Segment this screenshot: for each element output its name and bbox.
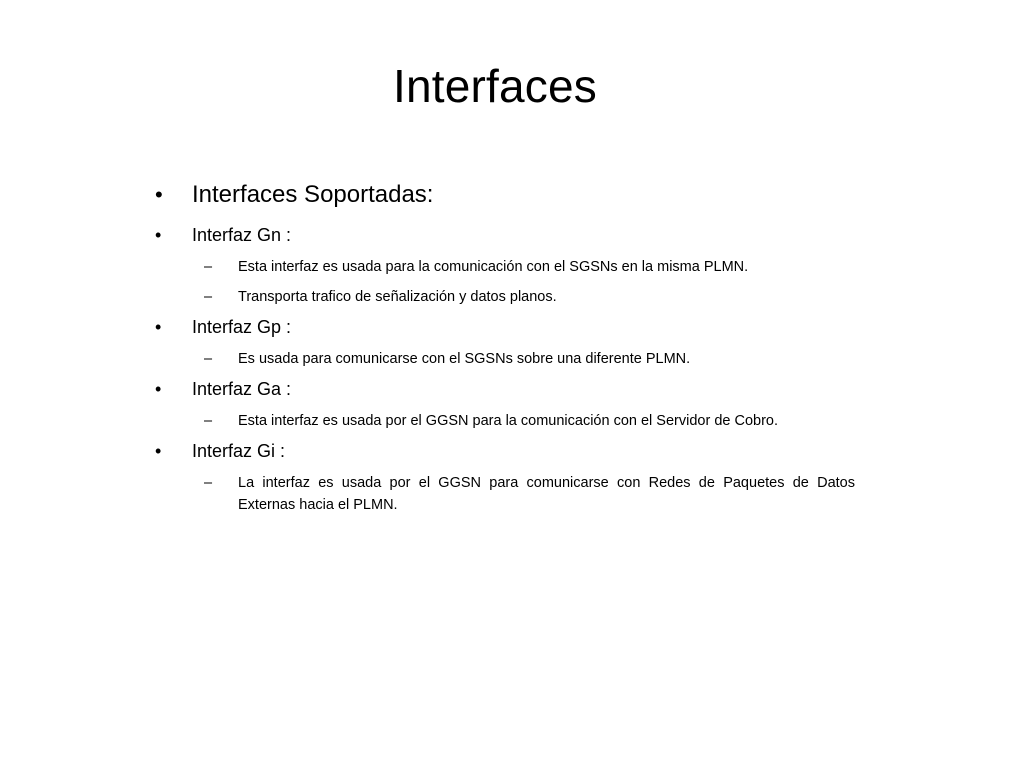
sub-list-item	[150, 348, 855, 370]
sub-list-item	[150, 256, 855, 278]
interface-item-gp	[150, 316, 855, 370]
dash-icon: –	[204, 475, 213, 491]
interface-label: Interfaz Ga :	[192, 379, 292, 399]
interface-label: Interfaz Gp :	[192, 317, 292, 337]
interface-detail: Transporta trafico de señalización y datos planos.	[238, 289, 557, 305]
bullet-icon: •	[155, 182, 163, 207]
interface-item-ga	[150, 378, 855, 432]
bullet-icon: •	[155, 225, 162, 245]
list-item	[150, 440, 855, 462]
bullet-icon: •	[155, 317, 162, 337]
interface-detail: Es usada para comunicarse con el SGSNs sobre una diferente PLMN.	[238, 351, 691, 367]
interface-detail: Esta interfaz es usada por el GGSN para la comunicación con el Servidor de Cobro.	[238, 413, 778, 429]
dash-icon: –	[204, 289, 213, 305]
heading-text: Interfaces Soportadas:	[192, 181, 434, 208]
interface-item-gn	[150, 224, 855, 308]
bullet-heading	[150, 180, 855, 210]
dash-icon: –	[204, 413, 213, 429]
dash-icon: –	[204, 351, 213, 367]
bullet-icon: •	[155, 441, 162, 461]
bullet-icon: •	[155, 379, 162, 399]
interface-detail: Esta interfaz es usada para la comunicación con el SGSNs en la misma PLMN.	[238, 259, 749, 275]
interface-label: Interfaz Gi :	[192, 441, 286, 461]
sub-list-item	[150, 286, 855, 308]
dash-icon: –	[204, 259, 213, 275]
interface-label: Interfaz Gn :	[192, 225, 292, 245]
interface-item-gi	[150, 440, 855, 516]
list-item	[150, 316, 855, 338]
sub-list-item	[150, 472, 855, 516]
list-item	[150, 224, 855, 246]
list-item	[150, 378, 855, 400]
slide-content	[150, 180, 855, 524]
sub-list-item	[150, 410, 855, 432]
slide-title: Interfaces	[393, 60, 597, 112]
interface-detail: La interfaz es usada por el GGSN para comunicarse con Redes de Paquetes de Datos Externas hacia el PLMN.	[238, 475, 855, 513]
